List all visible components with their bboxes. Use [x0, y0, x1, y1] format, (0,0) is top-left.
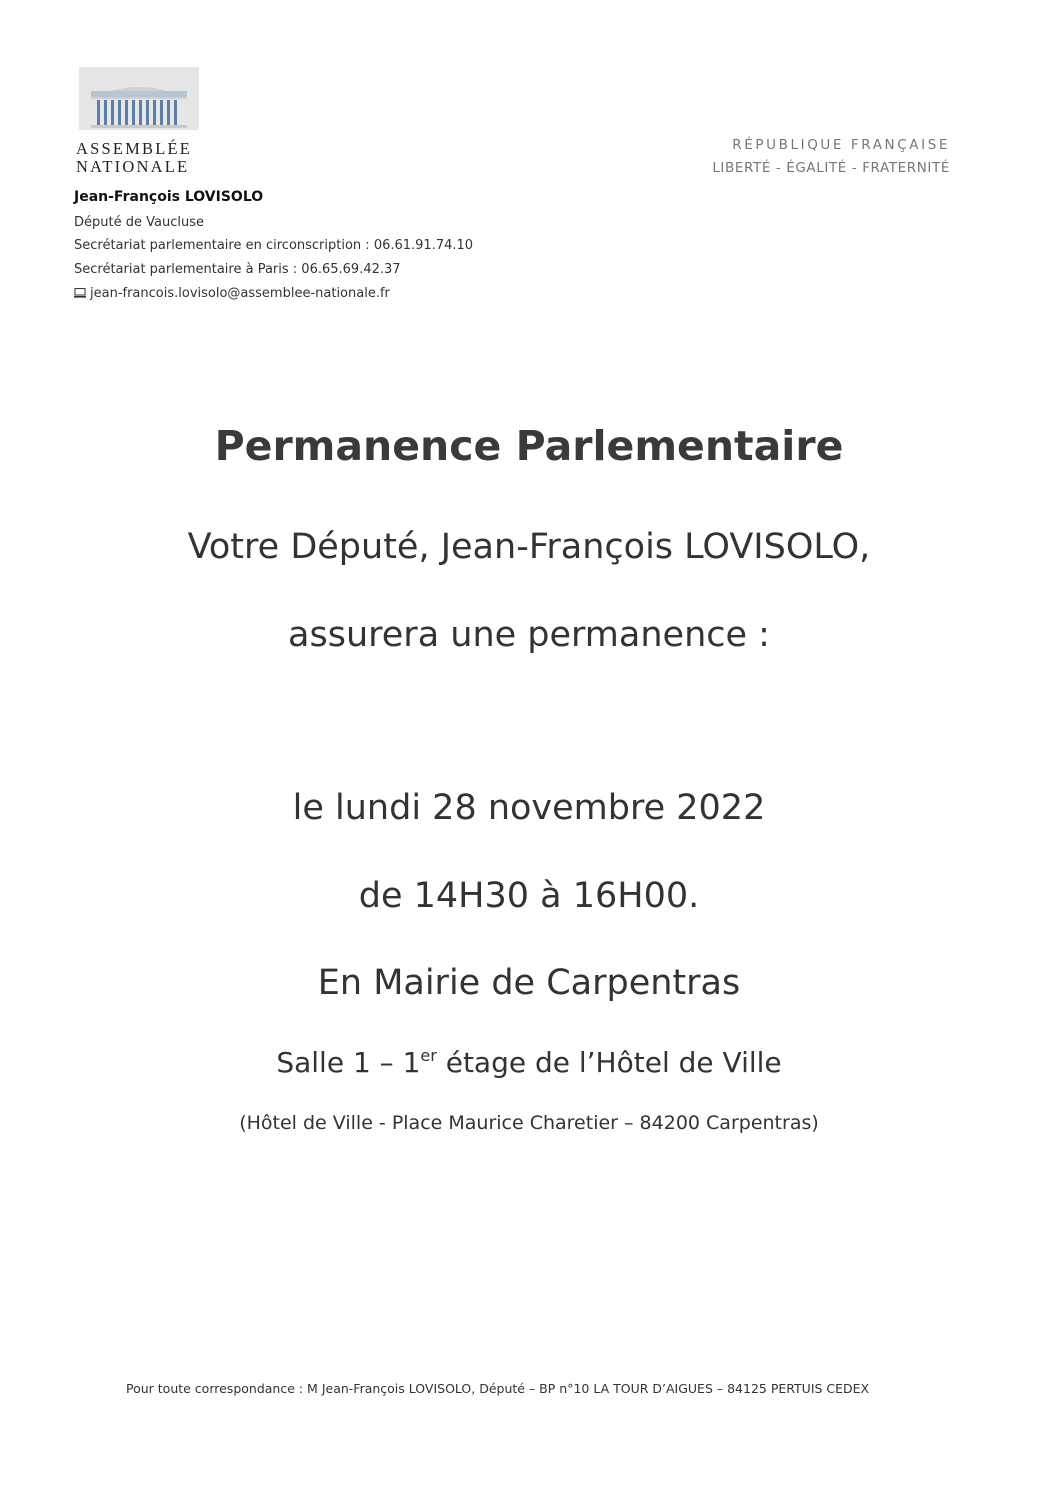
computer-icon: [74, 288, 86, 298]
republic-label: RÉPUBLIQUE FRANÇAISE: [732, 137, 950, 153]
assemblee-nationale-building-icon: [79, 67, 199, 130]
logo-line-1: ASSEMBLÉE: [76, 139, 193, 158]
room-suffix: étage de l’Hôtel de Ville: [436, 1046, 782, 1079]
secretariat-circonscription: Secrétariat parlementaire en circonscription : 06.61.91.74.10: [74, 238, 474, 253]
republic-motto: LIBERTÉ - ÉGALITÉ - FRATERNITÉ: [712, 160, 950, 176]
secretariat-paris: Secrétariat parlementaire à Paris : 06.65.69.42.37: [74, 262, 401, 277]
announcement-line-1: Votre Député, Jean-François LOVISOLO,: [187, 527, 871, 567]
deputy-name: Jean-François LOVISOLO: [74, 189, 264, 205]
event-time: de 14H30 à 16H00.: [358, 876, 700, 916]
event-room: [0, 1046, 1058, 1079]
event-date: le lundi 28 novembre 2022: [292, 788, 766, 828]
logo-wordmark: [76, 140, 192, 176]
room-prefix: Salle 1 – 1: [276, 1046, 421, 1079]
page-title: Permanence Parlementaire: [214, 422, 844, 470]
logo-line-2: NATIONALE: [76, 157, 190, 176]
email-address[interactable]: jean-francois.lovisolo@assemblee-nationale.fr: [90, 286, 390, 301]
footer-correspondence: Pour toute correspondance : M Jean-François LOVISOLO, Député – BP n°10 LA TOUR D’AIGUES – 84125 PERTUIS CEDEX: [126, 1381, 870, 1396]
email-line: [74, 286, 390, 301]
event-address: (Hôtel de Ville - Place Maurice Charetier – 84200 Carpentras): [239, 1112, 819, 1134]
deputy-role: Député de Vaucluse: [74, 215, 204, 230]
event-place: En Mairie de Carpentras: [317, 963, 741, 1003]
assemblee-nationale-logo: [79, 67, 199, 130]
room-superscript: er: [420, 1046, 437, 1065]
announcement-line-2: assurera une permanence :: [288, 615, 770, 655]
